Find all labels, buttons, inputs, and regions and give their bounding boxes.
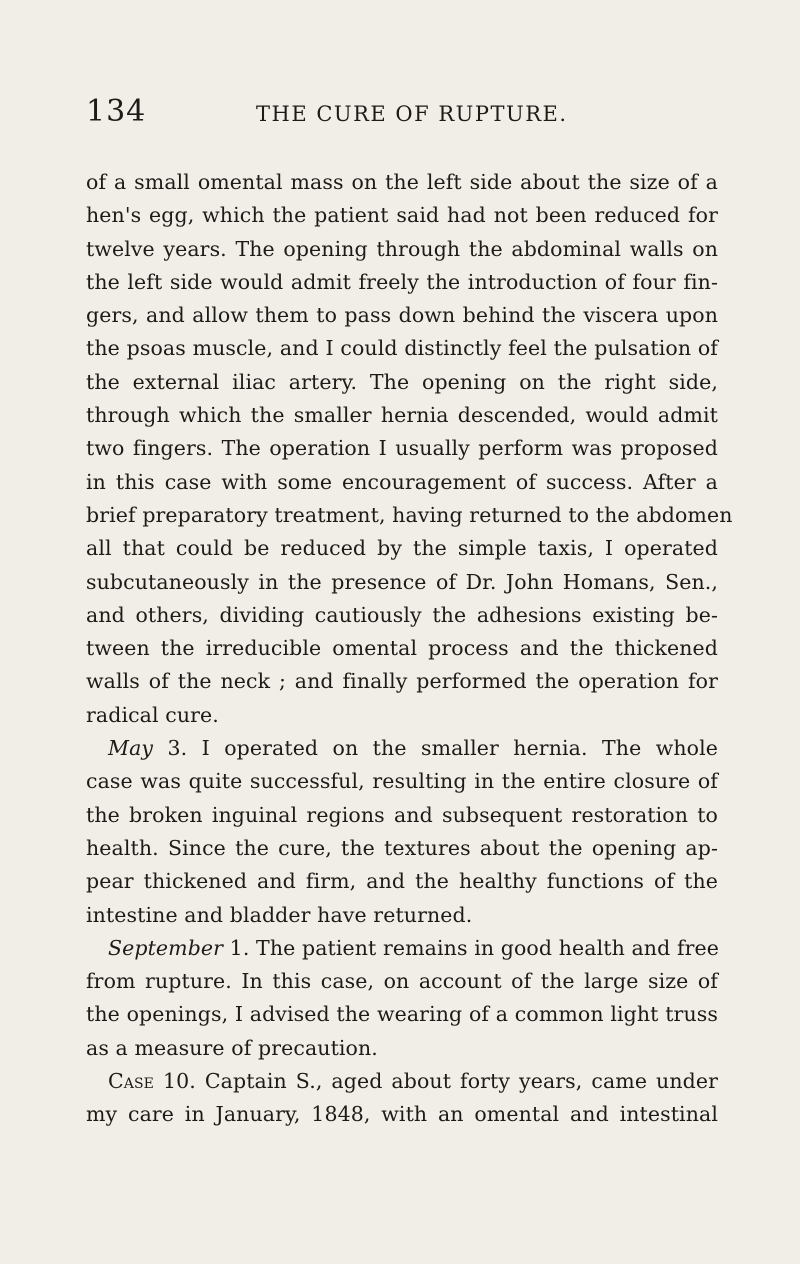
text-line: as a measure of precaution. bbox=[86, 1035, 378, 1060]
body-text bbox=[86, 166, 733, 1132]
text-line: tween the irreducible omental process and the thickened bbox=[86, 636, 718, 661]
text-line: through which the smaller hernia descended, would admit bbox=[86, 403, 718, 428]
text-line: my care in January, 1848, with an omental and intestinal bbox=[86, 1102, 718, 1127]
text-line: all that could be reduced by the simple taxis, I operated bbox=[86, 536, 718, 561]
text-line: subcutaneously in the presence of Dr. John Homans, Sen., bbox=[86, 569, 718, 594]
text-line: gers, and allow them to pass down behind the viscera upon bbox=[86, 303, 718, 328]
text-line: and others, dividing cautiously the adhesions existing be- bbox=[86, 602, 718, 627]
text-line: from rupture. In this case, on account of the large size of bbox=[86, 969, 718, 994]
text-line: September 1. The patient remains in good health and free bbox=[108, 935, 720, 960]
text-line: pear thickened and firm, and the healthy functions of the bbox=[86, 869, 718, 894]
text-line: the psoas muscle, and I could distinctly feel the pulsation of bbox=[86, 336, 718, 361]
text-line: the broken inguinal regions and subsequent restoration to bbox=[86, 802, 718, 827]
text-line: health. Since the cure, the textures about the opening ap- bbox=[86, 835, 718, 860]
text-line: walls of the neck ; and finally performed the operation for bbox=[86, 669, 718, 694]
text-line: hen's egg, which the patient said had not been reduced for bbox=[86, 203, 718, 228]
text-line: brief preparatory treatment, having returned to the abdomen bbox=[86, 502, 733, 527]
text-line: the openings, I advised the wearing of a common light truss bbox=[86, 1002, 718, 1027]
page-number: 134 bbox=[86, 94, 147, 129]
text-line: two fingers. The operation I usually perform was proposed bbox=[86, 436, 718, 461]
date-heading-september: September bbox=[108, 935, 224, 960]
text-line: twelve years. The opening through the abdominal walls on bbox=[86, 236, 718, 261]
date-heading-may: May bbox=[108, 736, 154, 761]
text-line: radical cure. bbox=[86, 702, 219, 727]
text-line: the left side would admit freely the introduction of four fin- bbox=[86, 269, 718, 294]
text-line: intestine and bladder have returned. bbox=[86, 902, 473, 927]
page-header bbox=[86, 94, 716, 140]
case-heading: Case bbox=[108, 1069, 155, 1094]
text-line: Case 10. Captain S., aged about forty years, came under bbox=[108, 1069, 718, 1094]
text-line: the external iliac artery. The opening on the right side, bbox=[86, 369, 718, 394]
text-line: May 3. I operated on the smaller hernia. The whole bbox=[108, 736, 718, 761]
text-line: case was quite successful, resulting in the entire closure of bbox=[86, 769, 718, 794]
text-line: of a small omental mass on the left side about the size of a bbox=[86, 170, 718, 194]
running-title: THE CURE OF RUPTURE. bbox=[256, 102, 568, 126]
text-line: in this case with some encouragement of success. After a bbox=[86, 469, 718, 494]
